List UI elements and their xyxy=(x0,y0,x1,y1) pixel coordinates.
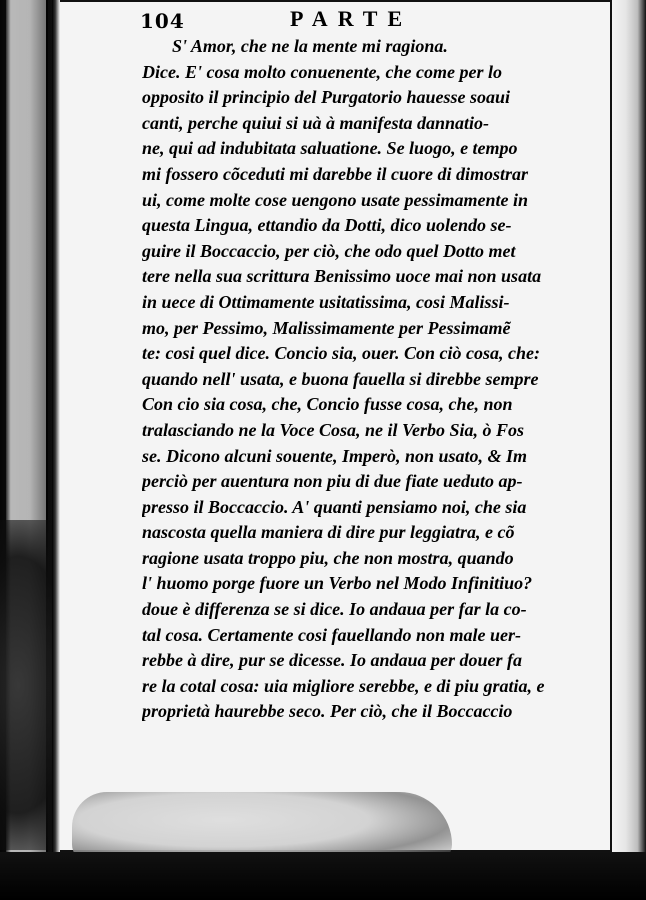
scan-bottom-border xyxy=(0,852,646,900)
text-line: mo, per Pessimo, Malissimamente per Pessimamẽ xyxy=(142,317,511,338)
text-line: S' Amor, che ne la mente mi ragiona. xyxy=(172,36,448,56)
text-line: ragione usata troppo piu, che non mostra, quando xyxy=(142,547,514,568)
text-line: Dice. E' cosa molto conuenente, che come per lo xyxy=(142,61,502,82)
text-line: opposito il principio del Purgatorio hauesse soaui xyxy=(142,87,511,108)
gutter-shadow xyxy=(52,0,60,852)
page-outer-edge xyxy=(612,0,646,900)
text-line: canti, perche quiui si uà à manifesta dannatio- xyxy=(142,112,490,133)
text-line: questa Lingua, ettandio da Dotti, dico uolendo se- xyxy=(142,215,512,236)
body-text xyxy=(142,34,574,725)
text-line: proprietà haurebbe seco. Per ciò, che il Boccaccio xyxy=(142,701,513,722)
text-line: se. Dicono alcuni souente, Imperò, non usato, & Im xyxy=(142,445,528,466)
text-line: tal cosa. Certamente cosi fauellando non male uer- xyxy=(142,624,522,645)
text-line: perciò per auentura non piu di due fiate ueduto ap- xyxy=(142,471,523,492)
text-line: quando nell' usata, e buona fauella si direbbe sempre xyxy=(142,368,539,389)
running-head: PARTE xyxy=(290,6,413,31)
text-line: Con cio sia cosa, che, Concio fusse cosa, che, non xyxy=(142,394,513,415)
text-line: rebbe à dire, pur se dicesse. Io andaua per douer fa xyxy=(142,650,522,671)
text-line: nascosta quella maniera di dire pur leggiatra, e cõ xyxy=(142,522,515,543)
text-line: in uece di Ottimamente usitatissima, cosi Malissi- xyxy=(142,291,510,312)
text-line: tere nella sua scrittura Benissimo uoce mai non usata xyxy=(142,266,542,287)
page-header xyxy=(140,6,470,36)
text-line: doue è differenza se si dice. Io andaua per far la co- xyxy=(142,599,527,620)
text-line: mi fossero cõceduti mi darebbe il cuore di dimostrar xyxy=(142,163,528,184)
text-line: te: cosi quel dice. Concio sia, ouer. Con ciò cosa, che: xyxy=(142,343,540,364)
text-line: guire il Boccaccio, per ciò, che odo quel Dotto met xyxy=(142,240,516,261)
text-line: re la cotal cosa: uia migliore serebbe, e di piu gratia, e xyxy=(142,675,545,696)
page-number: 104 xyxy=(140,9,185,33)
text-line: ui, come molte cose uengono usate pessimamente in xyxy=(142,189,528,210)
text-line: tralasciando ne la Voce Cosa, ne il Verbo Sia, ò Fos xyxy=(142,419,525,440)
text-line: l' huomo porge fuore un Verbo nel Modo Infinitiuo? xyxy=(142,573,533,594)
text-line: presso il Boccaccio. A' quanti pensiamo noi, che sia xyxy=(142,496,527,517)
text-line: ne, qui ad indubitata saluatione. Se luogo, e tempo xyxy=(142,138,518,159)
